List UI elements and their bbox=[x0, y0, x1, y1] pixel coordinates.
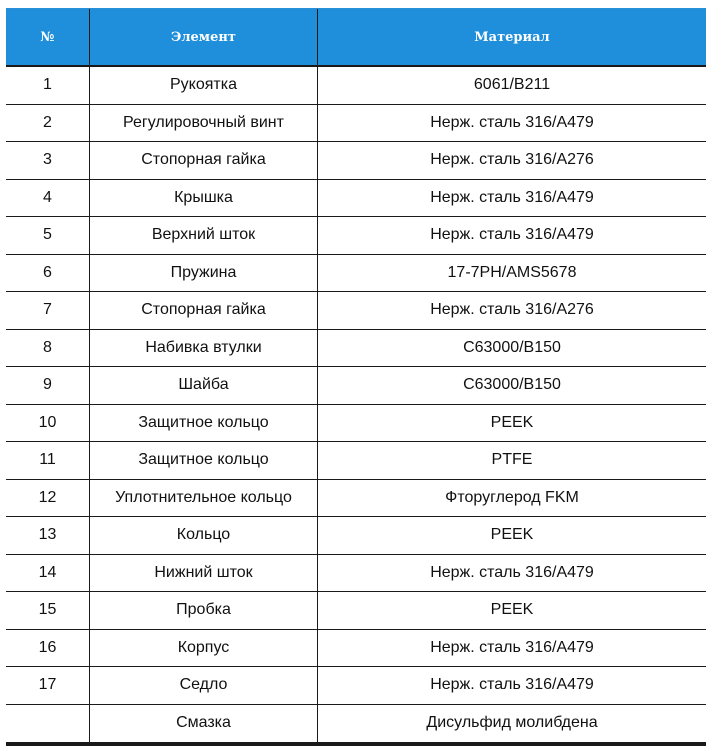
table-row bbox=[6, 142, 706, 180]
header-element: Элемент bbox=[90, 9, 318, 65]
row-element: Шайба bbox=[90, 367, 318, 404]
table-row bbox=[6, 480, 706, 518]
table-row bbox=[6, 330, 706, 368]
table-row bbox=[6, 667, 706, 705]
row-material: C63000/B150 bbox=[463, 376, 561, 394]
row-element: Корпус bbox=[90, 630, 318, 667]
row-element: Пробка bbox=[90, 592, 318, 629]
row-number: 10 bbox=[6, 405, 90, 442]
row-element: Рукоятка bbox=[90, 67, 318, 104]
row-element: Регулировочный винт bbox=[90, 105, 318, 142]
table-header-row bbox=[6, 9, 706, 67]
row-number: 9 bbox=[6, 367, 90, 404]
row-material: Нерж. сталь 316/A479 bbox=[430, 676, 594, 694]
table-row bbox=[6, 367, 706, 405]
table-row bbox=[6, 255, 706, 293]
row-element: Крышка bbox=[90, 180, 318, 217]
row-element: Уплотнительное кольцо bbox=[90, 480, 318, 517]
row-number: 13 bbox=[6, 517, 90, 554]
row-material: PEEK bbox=[490, 526, 534, 544]
row-number: 16 bbox=[6, 630, 90, 667]
row-number: 17 bbox=[6, 667, 90, 704]
row-element: Стопорная гайка bbox=[90, 142, 318, 179]
row-element: Стопорная гайка bbox=[90, 292, 318, 329]
row-element: Верхний шток bbox=[90, 217, 318, 254]
row-number: 7 bbox=[6, 292, 90, 329]
row-number: 4 bbox=[6, 180, 90, 217]
row-element: Нижний шток bbox=[90, 555, 318, 592]
row-material: Фторуглерод FKM bbox=[445, 488, 579, 506]
row-element: Пружина bbox=[90, 255, 318, 292]
table-row bbox=[6, 105, 706, 143]
table-row bbox=[6, 67, 706, 105]
row-material: Дисульфид молибдена bbox=[426, 714, 598, 731]
materials-table bbox=[6, 8, 706, 746]
table-row bbox=[6, 705, 706, 742]
row-element: Седло bbox=[90, 667, 318, 704]
row-number: 6 bbox=[6, 255, 90, 292]
row-element: Смазка bbox=[90, 705, 318, 742]
row-element: Набивка втулки bbox=[90, 330, 318, 367]
row-number: 14 bbox=[6, 555, 90, 592]
row-number: 12 bbox=[6, 480, 90, 517]
row-number: 5 bbox=[6, 217, 90, 254]
table-row bbox=[6, 217, 706, 255]
table-row bbox=[6, 405, 706, 443]
row-number bbox=[6, 705, 90, 742]
header-number: № bbox=[6, 9, 90, 65]
table-row bbox=[6, 517, 706, 555]
row-material: C63000/B150 bbox=[463, 338, 561, 356]
row-material: 6061/B211 bbox=[473, 76, 551, 94]
row-material: Нерж. сталь 316/A479 bbox=[430, 188, 594, 206]
row-material: Нерж. сталь 316/A479 bbox=[430, 226, 594, 244]
row-material: 17-7PH/AMS5678 bbox=[447, 263, 577, 281]
row-element: Кольцо bbox=[90, 517, 318, 554]
row-material: Нерж. сталь 316/A479 bbox=[430, 638, 594, 656]
row-number: 11 bbox=[6, 442, 90, 479]
row-number: 3 bbox=[6, 142, 90, 179]
row-element: Защитное кольцо bbox=[90, 442, 318, 479]
table-row bbox=[6, 292, 706, 330]
table-row bbox=[6, 555, 706, 593]
row-number: 1 bbox=[6, 67, 90, 104]
row-number: 15 bbox=[6, 592, 90, 629]
row-material: PEEK bbox=[490, 601, 534, 619]
table-row bbox=[6, 592, 706, 630]
row-material: Нерж. сталь 316/A479 bbox=[430, 113, 594, 131]
table-row bbox=[6, 630, 706, 668]
row-number: 8 bbox=[6, 330, 90, 367]
table-row bbox=[6, 442, 706, 480]
row-element: Защитное кольцо bbox=[90, 405, 318, 442]
row-material: Нерж. сталь 316/A276 bbox=[430, 151, 594, 169]
header-material: Материал bbox=[474, 29, 550, 45]
row-material: PEEK bbox=[490, 413, 534, 431]
row-number: 2 bbox=[6, 105, 90, 142]
table-row bbox=[6, 180, 706, 218]
row-material: Нерж. сталь 316/A276 bbox=[430, 301, 594, 319]
row-material: Нерж. сталь 316/A479 bbox=[430, 563, 594, 581]
row-material: PTFE bbox=[491, 451, 533, 469]
